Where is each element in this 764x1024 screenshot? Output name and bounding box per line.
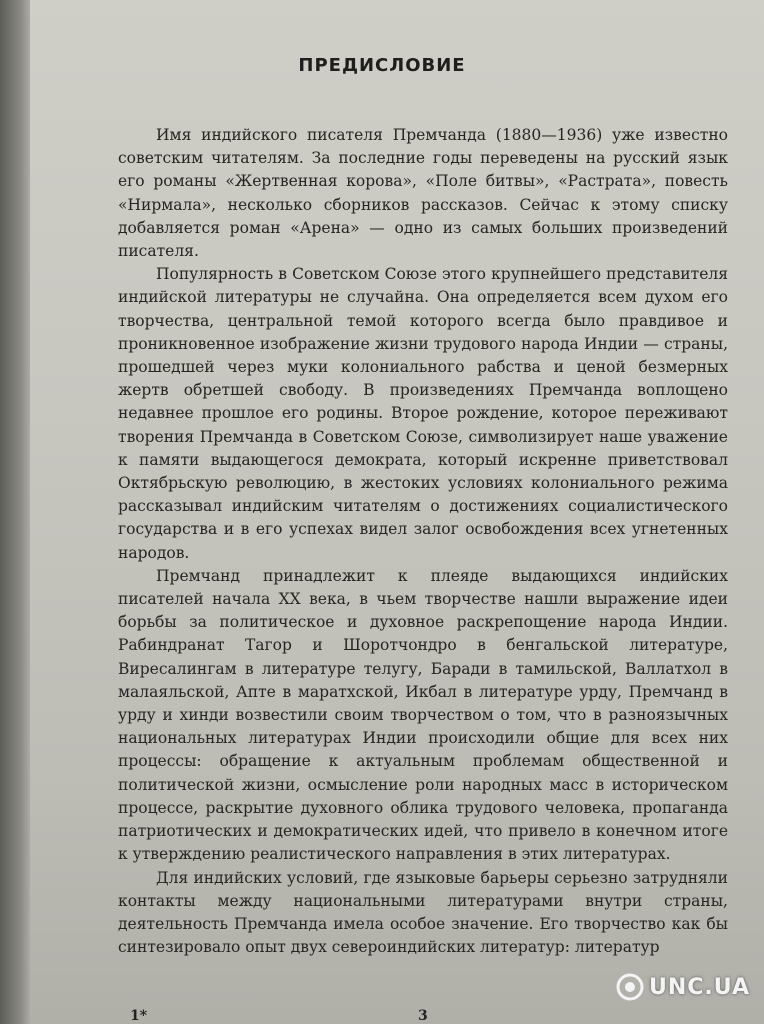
watermark — [615, 972, 750, 1002]
coin-icon — [615, 972, 645, 1002]
body-text — [118, 124, 728, 959]
paragraph: Популярность в Советском Союзе этого крупнейшего представителя индийской литературы не случайна. Она определяется всем духом его творчества, центральной темой которого всегда было правдивое и проникновенное изображение жизни трудового народа Индии — страны, прошедшей через муки колониального рабства и ценой безмерных жертв обретшей свободу. В произведениях Премчанда воплощено недавнее прошлое его родины. Второе рождение, которое переживают творения Премчанда в Советском Союзе, символизирует наше уважение к памяти выдающегося демократа, который искренне приветствовал Октябрьскую революцию, в жестоких условиях колониального режима рассказывал индийским читателям о достижениях социалистического государства и в его успехах видел залог освобождения всех угнетенных народов. — [118, 265, 728, 562]
signature-mark: 1* — [130, 1008, 148, 1024]
book-spine-shadow — [0, 0, 34, 1024]
paragraph: Имя индийского писателя Премчанда (1880—1936) уже известно советским читателям. За последние годы переведены на русский язык его романы «Жертвенная корова», «Поле битвы», «Растрата», повесть «Нирмала», несколько сборников рассказов. Сейчас к этому списку добавляется роман «Арена» — одно из самых больших произведений писателя. — [118, 126, 728, 261]
page-title: ПРЕДИСЛОВИЕ — [298, 55, 466, 76]
paragraph: Для индийских условий, где языковые барьеры серьезно затрудняли контакты между национальными литературами внутри страны, деятельность Премчанда имела особое значение. Его творчество как бы синтезировало опыт двух североиндийских литератур: литератур — [118, 868, 728, 957]
watermark-text: UNC.UA — [649, 974, 750, 1000]
paragraph: Премчанд принадлежит к плеяде выдающихся индийских писателей начала XX века, в чьем творчестве нашли выражение идеи борьбы за политическое и духовное раскрепощение народа Индии. Рабиндранат Тагор и Шоротчондро в бенгальской литературе, Виресалингам в литературе телугу, Баради в тамильской, Валлатхол в малаяльской, Апте в маратхской, Икбал в литературе урду, Премчанд в урду и хинди возвестили своим творчеством о том, что в разноязычных национальных литературах Индии происходили общие для всех них процессы: обращение к актуальным проблемам общественной и политической жизни, осмысление роли народных масс в историческом процессе, раскрытие духовного облика трудового человека, пропаганда патриотических и демократических идей, что привело в конечном итоге к утверждению реалистического направления в этих литературах. — [118, 566, 728, 864]
page-number: 3 — [418, 1008, 428, 1024]
